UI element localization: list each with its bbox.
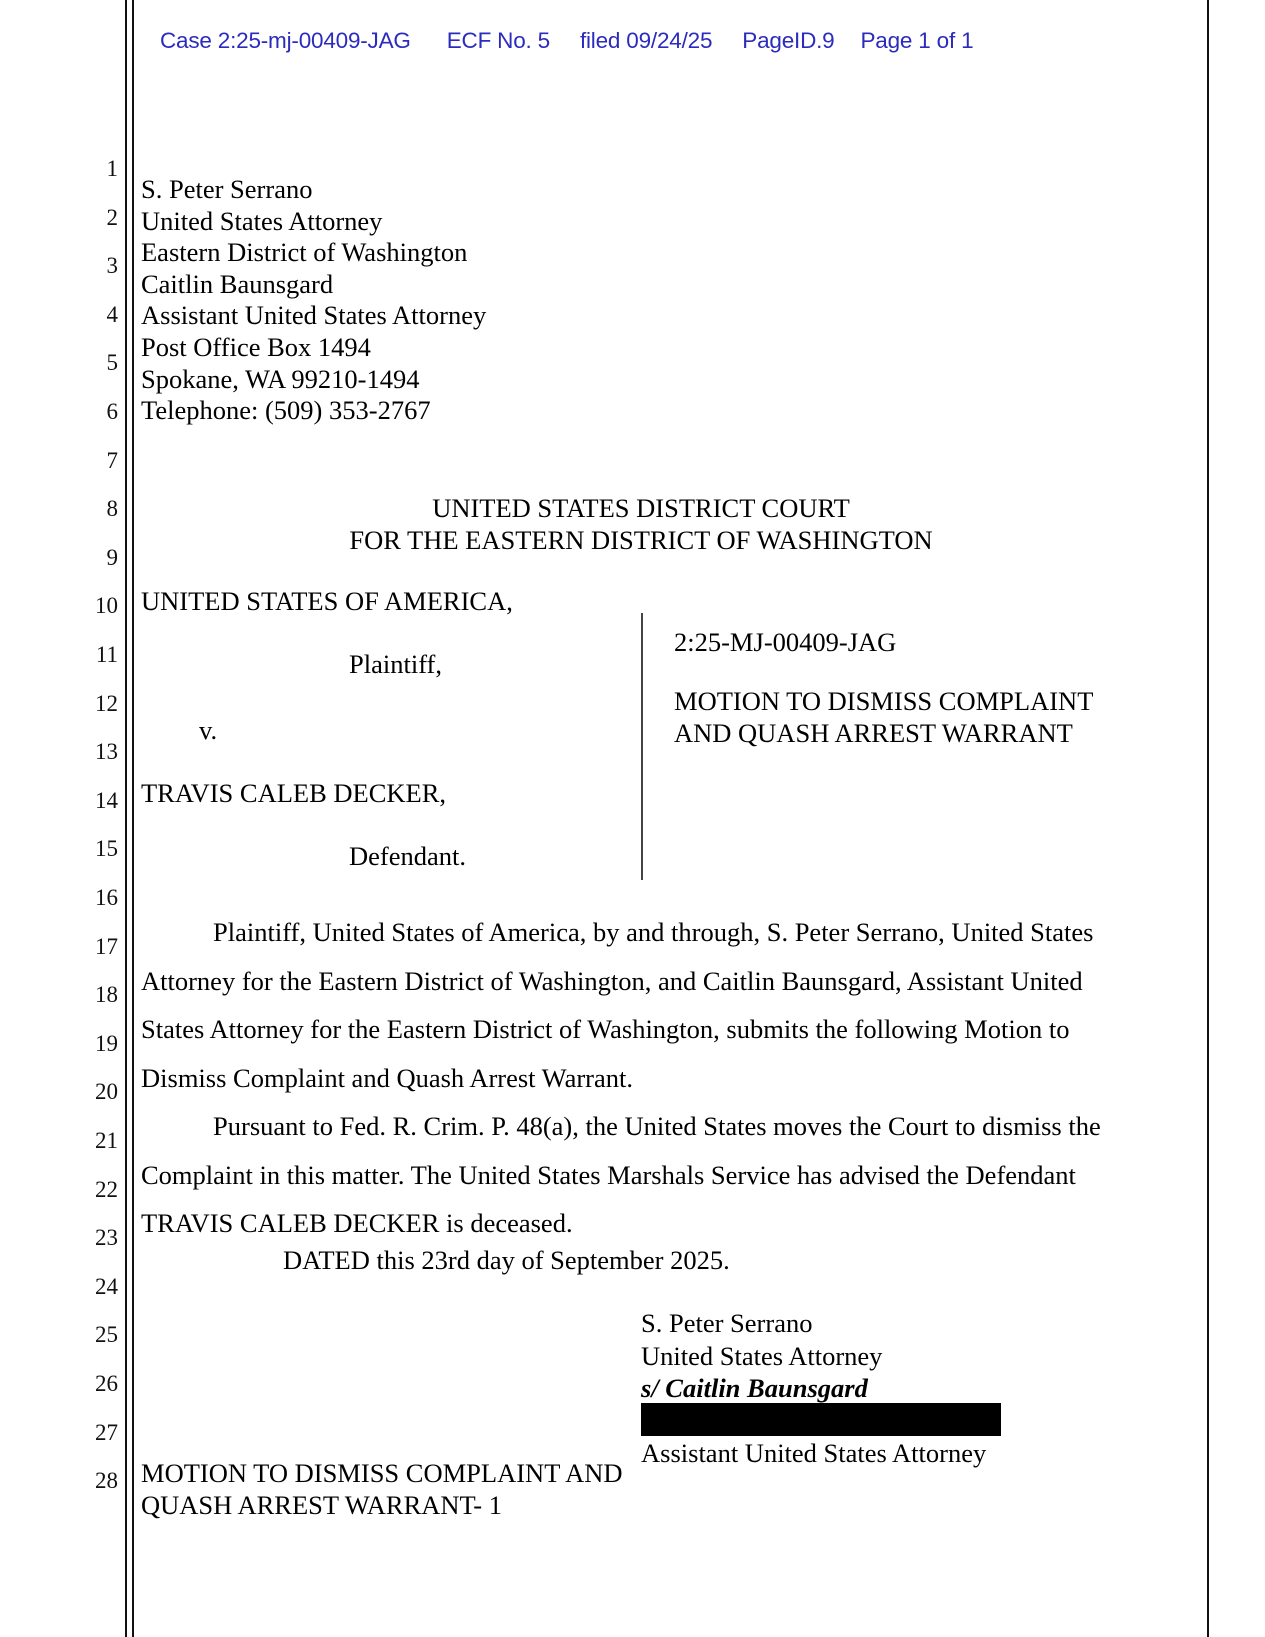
caption-defendant-name: TRAVIS CALEB DECKER, [141, 778, 447, 808]
line-number: 17 [95, 933, 118, 959]
ecf-page-count: Page 1 of 1 [860, 28, 974, 53]
line-number-column [82, 157, 118, 1532]
line-number: 13 [95, 739, 118, 765]
line-number: 11 [95, 642, 118, 667]
court-title-line2: FOR THE EASTERN DISTRICT OF WASHINGTON [349, 524, 933, 555]
line-number: 20 [95, 1079, 118, 1105]
line-number: 2 [106, 204, 118, 230]
attorney-address-line: Telephone: (509) 353-2767 [141, 395, 431, 426]
pleading-rule-left-outer [125, 0, 127, 1637]
signature-block [641, 1307, 1161, 1470]
ecf-number: ECF No. 5 [446, 28, 550, 53]
case-caption [141, 586, 1201, 886]
attorney-address-line: Assistant United States Attorney [141, 300, 487, 331]
caption-motion-title [674, 685, 1093, 749]
line-number: 8 [106, 496, 118, 522]
signer-title: Assistant United States Attorney [641, 1438, 987, 1468]
signature-line [641, 1403, 1001, 1436]
document-content [141, 0, 1201, 1637]
attorney-address-line: Post Office Box 1494 [141, 331, 371, 362]
caption-motion-title-line1: MOTION TO DISMISS COMPLAINT [674, 686, 1094, 716]
line-number: 1 [106, 156, 118, 181]
line-number: 22 [95, 1176, 118, 1202]
line-number: 25 [95, 1322, 118, 1348]
caption-case-number: 2:25-MJ-00409-JAG [674, 627, 897, 657]
pleading-rule-right [1207, 0, 1209, 1637]
line-number: 5 [106, 350, 118, 376]
line-number: 12 [95, 690, 118, 716]
line-number: 10 [95, 593, 118, 619]
caption-defendant-role: Defendant. [349, 841, 466, 871]
line-number: 23 [95, 1225, 118, 1251]
line-number: 18 [95, 982, 118, 1008]
line-number: 9 [106, 544, 118, 570]
attorney-address-line: United States Attorney [141, 205, 383, 236]
caption-divider [641, 613, 643, 880]
caption-motion-title-line2: AND QUASH ARREST WARRANT [674, 718, 1073, 748]
line-number: 4 [106, 301, 118, 327]
court-title [141, 493, 1141, 556]
attorney-address-line: Eastern District of Washington [141, 237, 468, 268]
caption-plaintiff-name: UNITED STATES OF AMERICA, [141, 586, 513, 616]
signature-attorney-title: United States Attorney [641, 1340, 883, 1371]
signature-attorney-name: S. Peter Serrano [641, 1308, 813, 1338]
line-number: 7 [106, 447, 118, 473]
line-number: 14 [95, 787, 118, 813]
line-number: 24 [95, 1273, 118, 1299]
line-number: 16 [95, 885, 118, 910]
attorney-address-line: Caitlin Baunsgard [141, 268, 334, 299]
line-number: 19 [95, 1030, 118, 1056]
caption-plaintiff-role: Plaintiff, [349, 649, 442, 679]
attorney-address-line: Spokane, WA 99210-1494 [141, 363, 420, 394]
document-footer [141, 1458, 622, 1521]
line-number: 6 [106, 399, 118, 424]
motion-body [141, 908, 1115, 1248]
line-number: 15 [95, 836, 118, 862]
attorney-address-line: S. Peter Serrano [141, 174, 313, 204]
footer-line2: QUASH ARREST WARRANT- 1 [141, 1489, 503, 1520]
line-number: 3 [106, 253, 118, 279]
line-number: 27 [95, 1419, 118, 1445]
attorney-address-block [141, 174, 486, 427]
dated-line: DATED this 23rd day of September 2025. [283, 1245, 730, 1275]
ecf-filed-date: filed 09/24/25 [579, 28, 713, 53]
caption-versus: v. [199, 715, 218, 745]
electronic-signature: s/ Caitlin Baunsgard [641, 1373, 868, 1403]
body-paragraph-1: Plaintiff, United States of America, by and through, S. Peter Serrano, United States Attorney for the Eastern District of Washington, and Caitlin Baunsgard, Assistant United States Attorney for the Eastern District of Washington, submits the following Motion to Dismiss Complaint and Quash Arrest Warrant. [141, 917, 1094, 1093]
footer-line1: MOTION TO DISMISS COMPLAINT AND [141, 1458, 623, 1488]
line-number: 21 [95, 1128, 118, 1153]
body-paragraph-2: Pursuant to Fed. R. Crim. P. 48(a), the United States moves the Court to dismiss the Complaint in this matter. The United States Marshals Service has advised the Defendant TRAVIS CALEB DECKER is deceased. [141, 1111, 1101, 1238]
ecf-page-id: PageID.9 [742, 28, 835, 53]
line-number: 28 [95, 1468, 118, 1494]
line-number: 26 [95, 1371, 118, 1396]
pleading-rule-left-inner [132, 0, 134, 1637]
ecf-case-number: Case 2:25-mj-00409-JAG [160, 28, 411, 53]
court-title-line1: UNITED STATES DISTRICT COURT [432, 493, 850, 523]
